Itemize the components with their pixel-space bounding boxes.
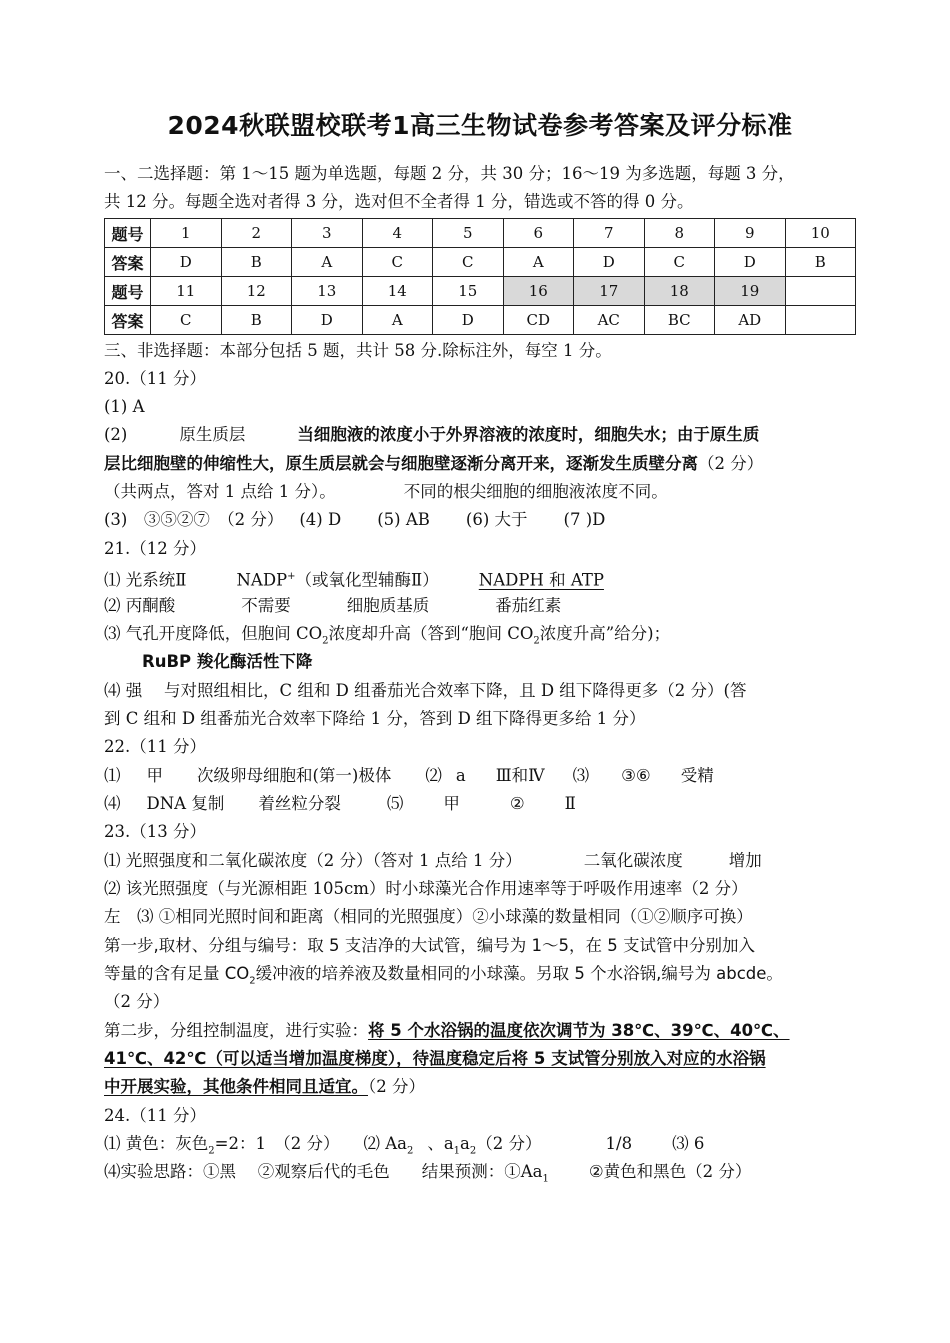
table-cell: B [221,248,292,277]
q22-r2-ans4: ② [509,794,525,813]
q22-r2-num2: ⑸ [386,794,404,813]
table-cell-multi: 17 [574,277,645,306]
table-cell: A [362,306,433,335]
subscript: 1 [542,1173,549,1185]
q20-answer-2-line1 [104,421,856,450]
q21-a3-post: 浓度升高”给分)； [539,624,671,643]
q21-a1: ⑴ 光系统Ⅱ [104,570,187,590]
table-cell: BC [644,306,715,335]
q23-a1: ⑴ 光照强度和二氧化碳浓度（2 分）（答对 1 点给 1 分） [104,851,522,870]
q23-step2-u1: 将 5 个水浴锅的温度依次调节为 38℃、39℃、40℃、 [368,1021,790,1040]
table-row [105,306,856,335]
table-cell: 15 [433,277,504,306]
q20-a2-text2: 层比细胞壁的伸缩性大，原生质层就会与细胞壁逐渐分离开来，逐渐发生质壁分离 [104,454,698,473]
q20-a2-note: （共两点，答对 1 点给 1 分）。 [104,482,336,501]
q21-a2-c: 细胞质基质 [346,596,430,615]
q22-r1-ans2: 次级卵母细胞和(第一)极体 [197,766,392,785]
q21-a2: ⑵ 丙酮酸 [104,596,176,615]
q20-a3: (3) ③⑤②⑦ （2 分） [104,510,284,529]
q23-a1-c: 增加 [728,851,762,870]
subscript: 2 [322,635,329,647]
q24-heading: 24.（11 分） [104,1106,206,1125]
table-cell: B [221,306,292,335]
q23-step2-line1 [104,1017,856,1046]
page-title: 2024秋联盟校联考1高三生物试卷参考答案及评分标准 [167,111,793,140]
table-cell: C [362,248,433,277]
table-cell: B [785,248,856,277]
q22-r1-num3: ⑶ [572,766,590,785]
q23-step2-line3 [104,1073,856,1102]
q22-answers-1-3 [104,762,856,791]
row-label: 题号 [105,219,151,248]
table-cell: 13 [292,277,363,306]
q22-r1-ans4: Ⅲ和Ⅳ [495,766,545,785]
q21-a1-c: NADPH 和 ATP [478,570,604,590]
q24-a4-c: ②黄色和黑色（2 分） [588,1162,752,1181]
q20-a2-score: （2 分） [698,454,764,473]
q24-a2-frac: 1/8 [605,1134,633,1153]
q20-a4: (4) D [299,510,342,529]
q23-step2-line2 [104,1045,856,1074]
table-cell: D [433,306,504,335]
table-cell-empty [785,277,856,306]
table-cell: 8 [644,219,715,248]
table-cell-empty [785,306,856,335]
table-cell-multi: 16 [503,277,574,306]
q20-answers-3-7 [104,506,856,535]
table-cell: D [574,248,645,277]
table-cell: 4 [362,219,433,248]
table-cell: 7 [574,219,645,248]
q21-a2-b: 不需要 [241,596,291,615]
q22-r1-ans3: a [455,766,466,785]
q22-r2-ans2: 着丝粒分裂 [258,794,341,813]
q23-step1-line1: 第一步,取材、分组与编号：取 5 支洁净的大试管，编号为 1～5，在 5 支试管中分别加入 [104,936,755,955]
table-cell: 2 [221,219,292,248]
q22-r2-ans3: 甲 [443,794,460,813]
table-cell: D [715,248,786,277]
q22-r1-num1: ⑴ [104,766,121,785]
q24-a4-b: 结果预测：①Aa [421,1162,543,1181]
table-cell: AC [574,306,645,335]
q24-a2-mid: 、a [427,1134,454,1153]
q22-r2-num1: ⑷ [104,794,121,813]
table-cell: 11 [151,277,222,306]
subscript: 2 [406,1145,414,1157]
q21-heading: 21.（12 分） [104,539,206,558]
q20-a2-num: (2) [104,425,128,444]
q23-step2-u3: 中开展实验，其他条件相同且适宜。 [104,1077,368,1096]
q20-a2-text1: 当细胞液的浓度小于外界溶液的浓度时，细胞失水；由于原生质 [297,425,760,444]
table-cell: 12 [221,277,292,306]
q21-a3-mid: 浓度却升高（答到“胞间 CO [328,624,534,643]
table-cell: 1 [151,219,222,248]
table-row [105,219,856,248]
q20-a2-extra: 不同的根尖细胞的细胞液浓度不同。 [403,482,668,501]
table-cell: 3 [292,219,363,248]
q23-step1-b-pre: 等量的含有足量 CO [104,964,250,983]
q23-step2-score: （2 分） [368,1077,425,1096]
q24-a3: ⑶ 6 [672,1134,705,1153]
q21-answer-3-line2: RuBP 羧化酶活性下降 [142,652,313,671]
answer-table [104,218,856,335]
table-row [105,277,856,306]
table-cell-multi: 19 [715,277,786,306]
table-cell: 5 [433,219,504,248]
table-cell: D [151,248,222,277]
q21-a1-b-pre: NADP [236,570,288,590]
table-cell: 14 [362,277,433,306]
q20-a6: (6) 大于 [465,510,528,529]
table-cell: C [644,248,715,277]
table-cell: 6 [503,219,574,248]
q20-answer-1: (1) A [104,397,145,416]
q23-heading: 23.（13 分） [104,822,206,841]
q21-a1-b-post: （或氧化型辅酶Ⅱ） [295,570,439,590]
subscript: 2 [249,975,256,987]
q20-answer-2-line2 [104,450,856,479]
table-cell: CD [503,306,574,335]
q23-step1-score: （2 分） [104,992,170,1011]
section3-heading: 三、非选择题：本部分包括 5 题，共计 58 分.除标注外，每空 1 分。 [104,341,612,360]
table-cell-multi: 18 [644,277,715,306]
row-label: 答案 [105,306,151,335]
q22-r2-ans5: Ⅱ [564,794,576,813]
q23-answer-3: 左 ⑶ ①相同光照时间和距离（相同的光照强度）②小球藻的数量相同（①②顺序可换） [104,907,753,926]
section1-line1: 一、二选择题：第 1～15 题为单选题，每题 2 分，共 30 分；16～19 为多选题，每题 3 分， [104,164,795,183]
q24-answer-4 [104,1158,856,1194]
q22-r2-ans1: DNA 复制 [146,794,225,813]
q22-r1-num2: ⑵ [425,766,442,785]
subscript: 2 [469,1145,477,1157]
q21-answer-4-line2: 到 C 组和 D 组番茄光合效率下降给 1 分，答到 D 组下降得更多给 1 分） [104,709,646,728]
table-cell: A [503,248,574,277]
q20-answer-2-line3 [104,478,856,507]
table-cell: A [292,248,363,277]
q22-r1-ans5: ③⑥ [621,766,651,785]
table-cell: C [433,248,504,277]
table-cell: 9 [715,219,786,248]
q23-step1-b-post: 缓冲液的培养液及数量相同的小球藻。另取 5 个水浴锅,编号为 abcde。 [255,964,783,983]
q20-a2-ans: 原生质层 [179,425,246,444]
q22-r1-ans1: 甲 [146,766,163,785]
row-label: 题号 [105,277,151,306]
q23-step2-u2: 41℃、42℃（可以适当增加温度梯度），待温度稳定后将 5 支试管分别放入对应的水浴锅 [104,1049,766,1068]
table-cell: 10 [785,219,856,248]
q21-a1-b-sup: + [287,571,296,582]
q24-a2-tail: （2 分） [476,1134,542,1153]
q21-answer-4-line1: ⑷ 强 与对照组相比，C 组和 D 组番茄光合效率下降，且 D 组下降得更多（2 分）(答 [104,681,747,700]
subscript: 1 [453,1145,461,1157]
q24-a2-mid2: a [460,1134,470,1153]
q23-a1-b: 二氧化碳浓度 [583,851,683,870]
q22-answers-4-5 [104,790,856,819]
q23-answer-1 [104,847,856,876]
q24-a1: ⑴ 黄色：灰色 [104,1134,209,1153]
q21-a2-d: 番茄红素 [495,596,562,615]
q22-r1-ans6: 受精 [680,766,714,785]
table-cell: D [292,306,363,335]
q24-a4: ⑷实验思路：①黑 ②观察后代的毛色 [104,1162,390,1181]
q20-heading: 20.（11 分） [104,369,206,388]
q23-answer-2: ⑵ 该光照强度（与光源相距 105cm）时小球藻光合作用速率等于呼吸作用速率（2 分） [104,879,748,898]
section1-line2: 共 12 分。每题全选对者得 3 分，选对但不全者得 1 分，错选或不答的得 0 分。 [104,192,694,211]
q20-a5: (5) AB [377,510,430,529]
q23-step2-pre: 第二步，分组控制温度，进行实验： [104,1021,368,1040]
q22-heading: 22.（11 分） [104,737,206,756]
subscript: 2 [533,635,540,647]
row-label: 答案 [105,248,151,277]
table-cell: C [151,306,222,335]
q21-answer-1 [104,563,856,595]
q24-a1-tail: =2：1 （2 分） [214,1134,340,1153]
q21-answer-2 [104,592,856,621]
q24-a2-pre: ⑵ Aa [363,1134,407,1153]
table-row [105,248,856,277]
q21-a3-pre: ⑶ 气孔开度降低，但胞间 CO [104,624,323,643]
subscript: 2 [208,1145,215,1157]
q20-a7: (7 )D [563,510,606,529]
table-cell: AD [715,306,786,335]
